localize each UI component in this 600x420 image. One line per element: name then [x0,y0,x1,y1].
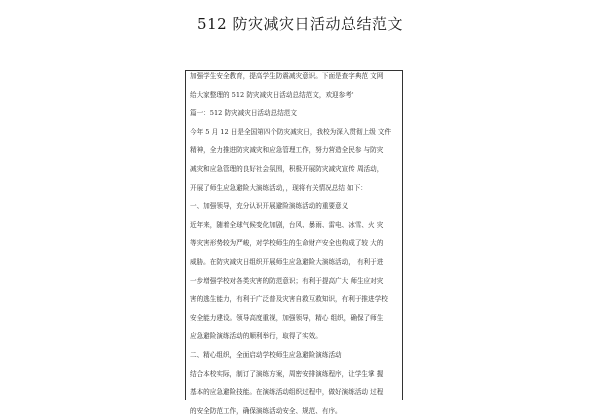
text-line: 加强学生安全教育，提高学生防震减灾意识。下面是查字典范 文网 [190,72,384,80]
text-line: 精神，全力推进防灾减灾和应急管理工作，努力营造全民参 与防灾 [190,146,384,155]
text-line: 结合本校实际，制订了演练方案，周密安排演练程序，让学生掌 握 [190,369,384,378]
text-line: 等灾害形势较为严峻，对学校师生的生命财产安全也构成了较 大的 [190,239,384,248]
text-line: 给大家整理的 512 防灾减灾日活动总结范文，欢迎参考' [190,90,354,99]
text-line: 减灾和应急管理的良好社会氛围，积极开展防灾减灾宣传 周活动， [190,164,384,173]
text-line: 一步增强学校对各类灾害的防范意识；有利于提高广大 师生应对灾 [190,276,384,285]
text-line: 基本的应急避险技能。在演练活动组织过程中，做好演练活动 过程 [190,388,384,397]
text-line: 威胁。在防灾减灾日组织开展师生应急避险大演练活动， 有利于进 [190,257,384,266]
text-line: 害的逃生能力，有利于广泛普及灾害自救互救知识，有利于推进学校 [190,295,388,304]
paragraph [190,67,400,420]
text-line: 开展了师生应急避险大演练活动，，现将有关情况总结 如下： [190,183,367,192]
text-line: 应急避险演练活动的顺利举行，取得了实效。 [190,332,322,341]
document-title: 512 防灾减灾日活动总结范文 [197,15,403,33]
text-line: 今年 5 月 12 日是全国第四个防灾减灾日，我校为深入贯彻上级 文件 [190,127,392,136]
text-line: 篇一：512 防灾减灾日活动总结范文 [190,109,297,118]
content-frame [185,70,403,415]
text-line: 二、精心组织，全面启动学校师生应急避险演练活动 [190,350,342,359]
text-line: 的安全防范工作，确保演练活动安全、规范、有序。 [190,406,342,415]
text-line: 一、加强领导，充分认识开展避险演练活动的重要意义 [190,202,349,211]
text-line: 安全能力建设。领导高度重视，加强领导，精心 组织，确保了师生 [190,313,384,322]
text-line: 近年来，随着全球气候变化加剧，台风、暴雨、雷电、冰雪、火 灾 [190,220,384,229]
